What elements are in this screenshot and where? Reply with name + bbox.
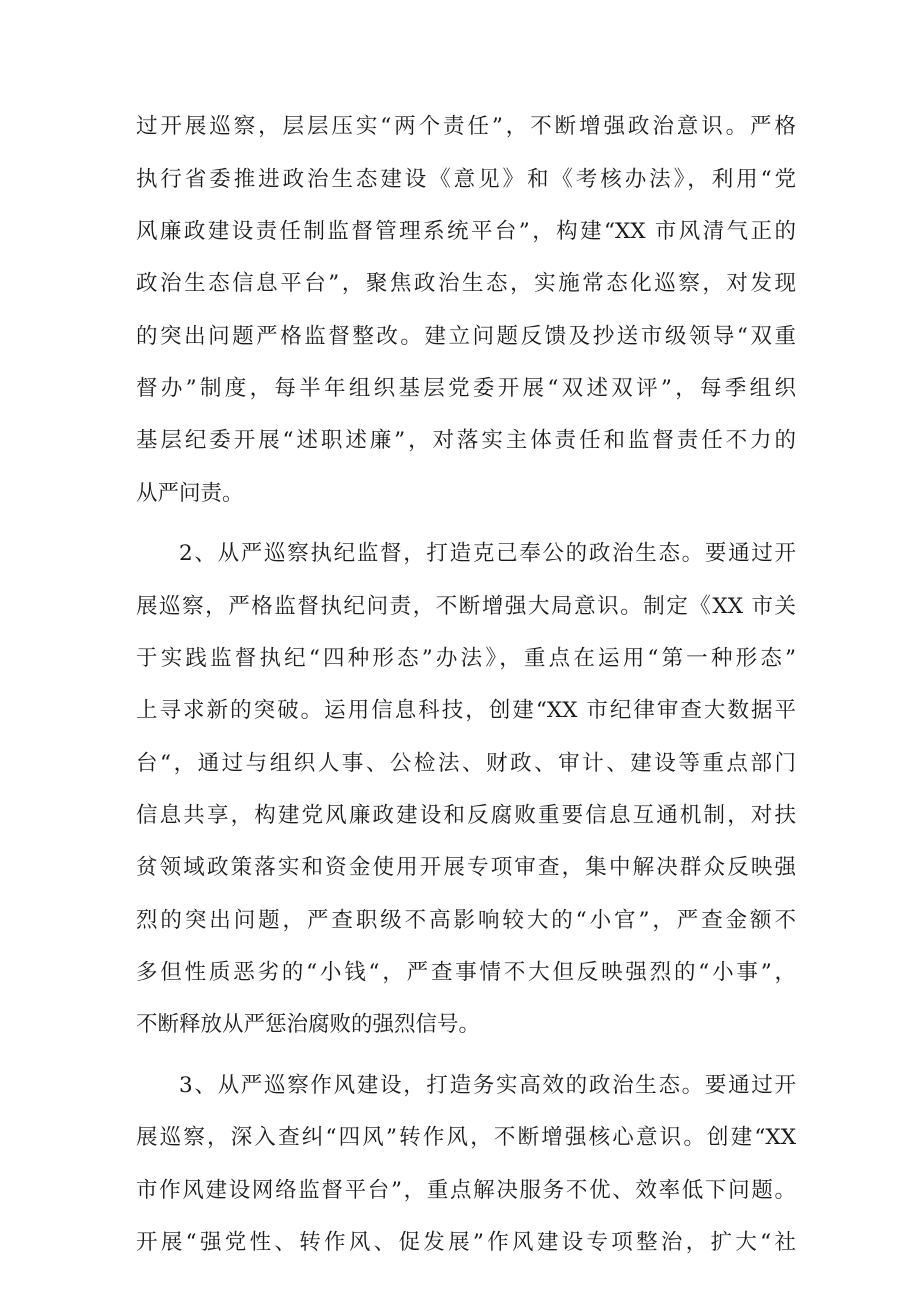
paragraph-1-line-7: 基层纪委开展“述职述廉”，对落实主体责任和监督责任不力的 [136, 428, 796, 453]
paragraph-1-line-4: 政治生态信息平台”，聚焦政治生态，实施常态化巡察，对发现 [136, 271, 796, 296]
paragraph-1-line-1: 过开展巡察，层层压实“两个责任”，不断增强政治意识。严格 [136, 114, 796, 139]
paragraph-2-line-1: 2、从严巡察执纪监督，打造克己奉公的政治生态。要通过开 [179, 541, 796, 566]
paragraph-2-line-2: 展巡察，严格监督执纪问责，不断增强大局意识。制定《XX 市关 [136, 594, 796, 619]
paragraph-3-line-3: 市作风建设网络监督平台”，重点解决服务不优、效率低下问题。 [136, 1178, 796, 1203]
paragraph-2-line-3: 于实践监督执纪“四种形态”办法》，重点在运用“第一种形态” [136, 646, 796, 671]
paragraph-2-line-9: 多但性质恶劣的“小钱“，严查事情不大但反映强烈的“小事”， [136, 960, 796, 985]
paragraph-2-line-6: 信息共享，构建党风廉政建设和反腐败重要信息互通机制，对扶 [136, 803, 796, 828]
paragraph-1-line-8: 从严问责。 [136, 481, 244, 506]
paragraph-2-line-5: 台“，通过与组织人事、公检法、财政、审计、建设等重点部门 [136, 751, 796, 776]
paragraph-3-line-4: 开展“强党性、转作风、促发展”作风建设专项整治，扩大“社 [136, 1230, 796, 1255]
paragraph-2-line-7: 贫领域政策落实和资金使用开展专项审查，集中解决群众反映强 [136, 855, 796, 880]
paragraph-2-line-4: 上寻求新的突破。运用信息科技，创建“XX 市纪律审查大数据平 [136, 698, 796, 723]
paragraph-1-line-5: 的突出问题严格监督整改。建立问题反馈及抄送市级领导“双重 [136, 324, 796, 349]
paragraph-1-line-3: 风廉政建设责任制监督管理系统平台”，构建“XX 市风清气正的 [136, 219, 796, 244]
paragraph-3-line-2: 展巡察，深入查纠“四风”转作风，不断增强核心意识。创建“XX [136, 1125, 796, 1150]
paragraph-1-line-2: 执行省委推进政治生态建设《意见》和《考核办法》，利用“党 [136, 167, 796, 192]
paragraph-1-line-6: 督办”制度，每半年组织基层党委开展“双述双评”，每季组织 [136, 376, 796, 401]
paragraph-2-line-8: 烈的突出问题，严查职级不高影响较大的“小官”，严查金额不 [136, 908, 796, 933]
paragraph-3-line-1: 3、从严巡察作风建设，打造务实高效的政治生态。要通过开 [179, 1073, 796, 1098]
paragraph-2-line-10: 不断释放从严惩治腐败的强烈信号。 [136, 1012, 481, 1037]
